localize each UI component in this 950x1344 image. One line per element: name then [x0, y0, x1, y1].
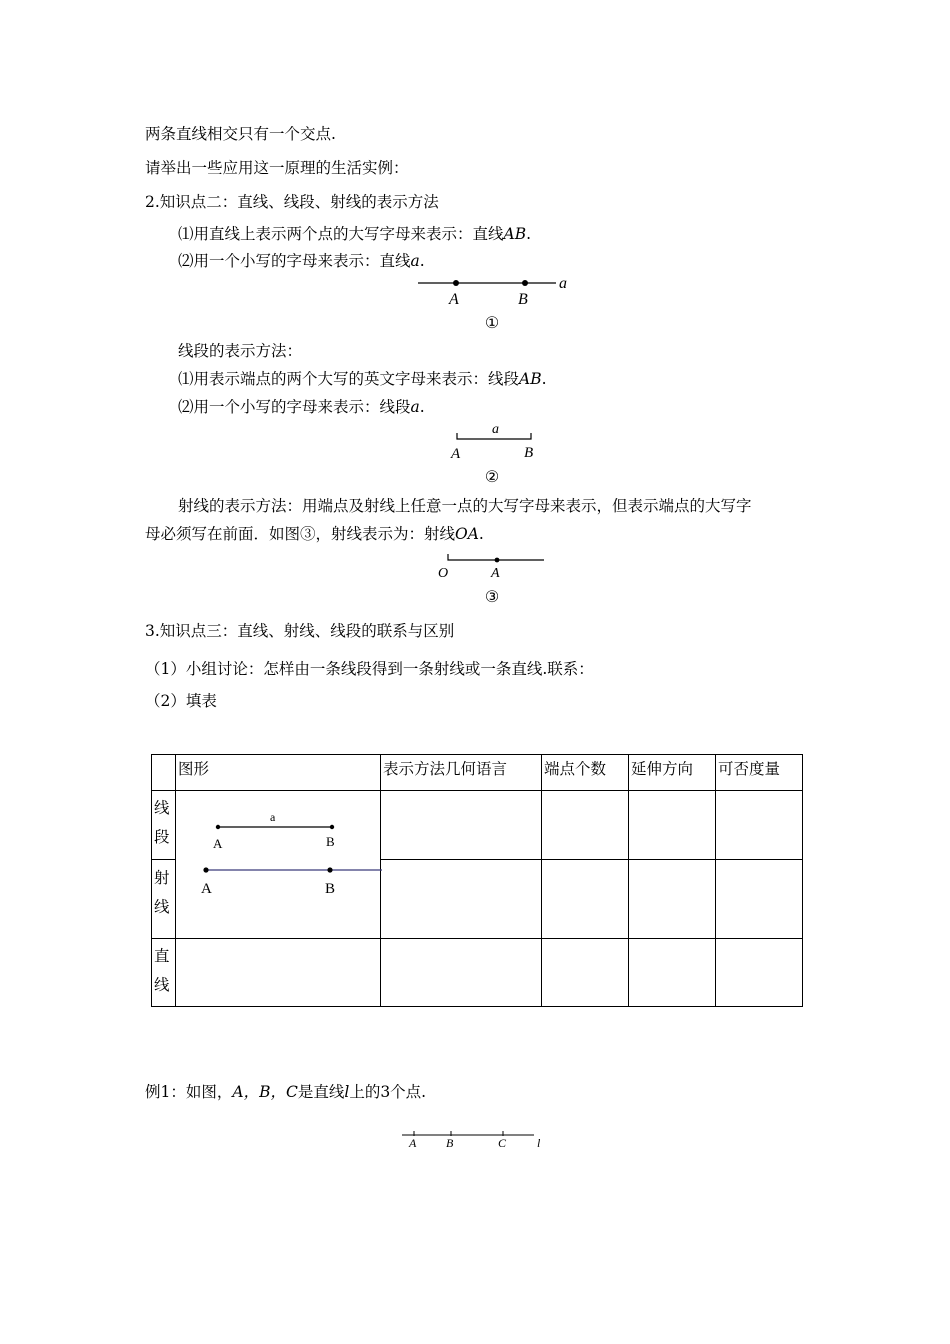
example-1-figure — [400, 1128, 550, 1154]
label-a: a — [492, 422, 499, 437]
table-header-row — [152, 755, 803, 791]
section3-heading: 3.知识点三：直线、射线、线段的联系与区别 — [145, 622, 455, 640]
segment-method-2 — [178, 397, 425, 417]
label-a: a — [559, 275, 567, 292]
label-A: A — [449, 291, 459, 308]
table-row-ray — [152, 860, 803, 939]
label-O: O — [438, 566, 449, 581]
segment-method-2-end: . — [419, 398, 425, 416]
table-ray-point-B — [327, 867, 332, 872]
label-A: A — [451, 446, 461, 462]
table-segment-point-A — [216, 825, 220, 829]
line-method-2-end: . — [419, 252, 425, 270]
segment-figure-cell — [176, 791, 381, 860]
point-A-dot — [453, 280, 459, 286]
figure-segment-a — [440, 418, 550, 464]
cell-segment-direction — [629, 791, 716, 860]
row-label-top: 射 — [154, 869, 170, 887]
segment-method-1-end: . — [541, 370, 547, 388]
section3-item-1: （1）小组讨论：怎样由一条线段得到一条射线或一条直线.联系： — [145, 660, 594, 678]
point-B-dot — [522, 280, 528, 286]
figure-ray-OA — [430, 548, 550, 584]
header-endpoints: 端点个数 — [542, 755, 629, 791]
figure-2-caption: ② — [484, 467, 500, 486]
segment-method-1 — [178, 369, 547, 389]
row-label-bottom: 线 — [154, 976, 170, 994]
table-seg-label-B: B — [326, 834, 335, 849]
table-row-line — [152, 939, 803, 1007]
cell-line-notation — [381, 939, 542, 1007]
example-1-prefix: 例1：如图， — [145, 1083, 233, 1101]
ray-description-line-2 — [145, 524, 484, 544]
ray-figure-cell — [176, 860, 381, 939]
line-method-1-text: ⑴用直线上表示两个点的大写字母来表示：直线 — [178, 225, 504, 243]
ray-description-end: . — [478, 525, 484, 543]
table-row-segment — [152, 791, 803, 860]
cell-segment-measurable — [716, 791, 803, 860]
segment-title: 线段的表示方法： — [178, 342, 303, 360]
figure-1-caption: ① — [484, 313, 500, 332]
example-1-suffix: 上的3个点. — [349, 1083, 427, 1101]
example-1 — [145, 1082, 426, 1102]
table-seg-label-A: A — [213, 836, 223, 851]
line-method-1-end: . — [526, 225, 532, 243]
label-C: C — [498, 1136, 507, 1150]
segment-method-1-var: AB — [519, 370, 542, 388]
comparison-table — [151, 754, 803, 1007]
row-label-top: 直 — [154, 947, 170, 965]
cell-line-figure — [176, 939, 381, 1007]
header-direction: 延伸方向 — [629, 755, 716, 791]
figure-3-caption: ③ — [484, 587, 500, 606]
label-B: B — [524, 445, 534, 461]
segment-method-1-text: ⑴用表示端点的两个大写的英文字母来表示：线段 — [178, 370, 520, 388]
header-notation: 表示方法几何语言 — [381, 755, 542, 791]
header-measurable: 可否度量 — [716, 755, 803, 791]
row-label-bottom: 段 — [154, 828, 170, 846]
line-method-2-var: a — [410, 252, 420, 270]
point-A-dot — [495, 558, 500, 563]
table-ray-label-A: A — [201, 880, 212, 897]
cell-ray-measurable — [716, 860, 803, 939]
cell-line-endpoints — [542, 939, 629, 1007]
row-label-ray — [152, 860, 176, 939]
label-A: A — [409, 1136, 417, 1150]
intro-line-1: 两条直线相交只有一个交点. — [145, 125, 336, 143]
segment-method-2-text: ⑵用一个小写的字母来表示：线段 — [178, 398, 411, 416]
table-corner-cell — [152, 755, 176, 791]
row-label-top: 线 — [154, 799, 170, 817]
ray-description-text: 母必须写在前面．如图③，射线表示为：射线 — [145, 525, 456, 543]
row-label-bottom: 线 — [154, 898, 170, 916]
line-method-1 — [178, 224, 531, 244]
cell-ray-direction — [629, 860, 716, 939]
ray-description-var: OA — [455, 525, 479, 543]
label-B: B — [446, 1136, 454, 1150]
table-ray-point-A — [203, 867, 208, 872]
line-method-1-var: AB — [503, 225, 527, 243]
intro-line-2: 请举出一些应用这一原理的生活实例： — [145, 159, 409, 177]
line-method-2 — [178, 251, 425, 271]
example-1-middle: 是直线 — [297, 1083, 345, 1101]
line-method-2-text: ⑵用一个小写的字母来表示：直线 — [178, 252, 411, 270]
segment-method-2-var: a — [410, 398, 420, 416]
table-seg-label-a: a — [270, 810, 276, 824]
section3-item-2: （2）填表 — [145, 692, 217, 710]
cell-segment-endpoints — [542, 791, 629, 860]
cell-ray-endpoints — [542, 860, 629, 939]
table-segment-point-B — [330, 825, 334, 829]
header-figure: 图形 — [176, 755, 381, 791]
ray-description-line-1: 射线的表示方法：用端点及射线上任意一点的大写字母来表示，但表示端点的大写字 — [178, 497, 752, 515]
cell-ray-notation — [381, 860, 542, 939]
cell-line-direction — [629, 939, 716, 1007]
row-label-line — [152, 939, 176, 1007]
row-label-segment — [152, 791, 176, 860]
table-ray-figure — [196, 860, 386, 900]
example-1-line-var: l — [344, 1083, 350, 1101]
cell-line-measurable — [716, 939, 803, 1007]
label-B: B — [518, 291, 528, 308]
table-segment-figure — [206, 809, 346, 853]
table-ray-label-B: B — [325, 880, 336, 897]
figure-line-a — [410, 272, 580, 312]
label-l: l — [537, 1136, 541, 1150]
cell-segment-notation — [381, 791, 542, 860]
label-A: A — [491, 566, 500, 581]
section2-heading: 2.知识点二：直线、线段、射线的表示方法 — [145, 193, 439, 211]
example-1-vars: A，B，C — [232, 1083, 298, 1101]
